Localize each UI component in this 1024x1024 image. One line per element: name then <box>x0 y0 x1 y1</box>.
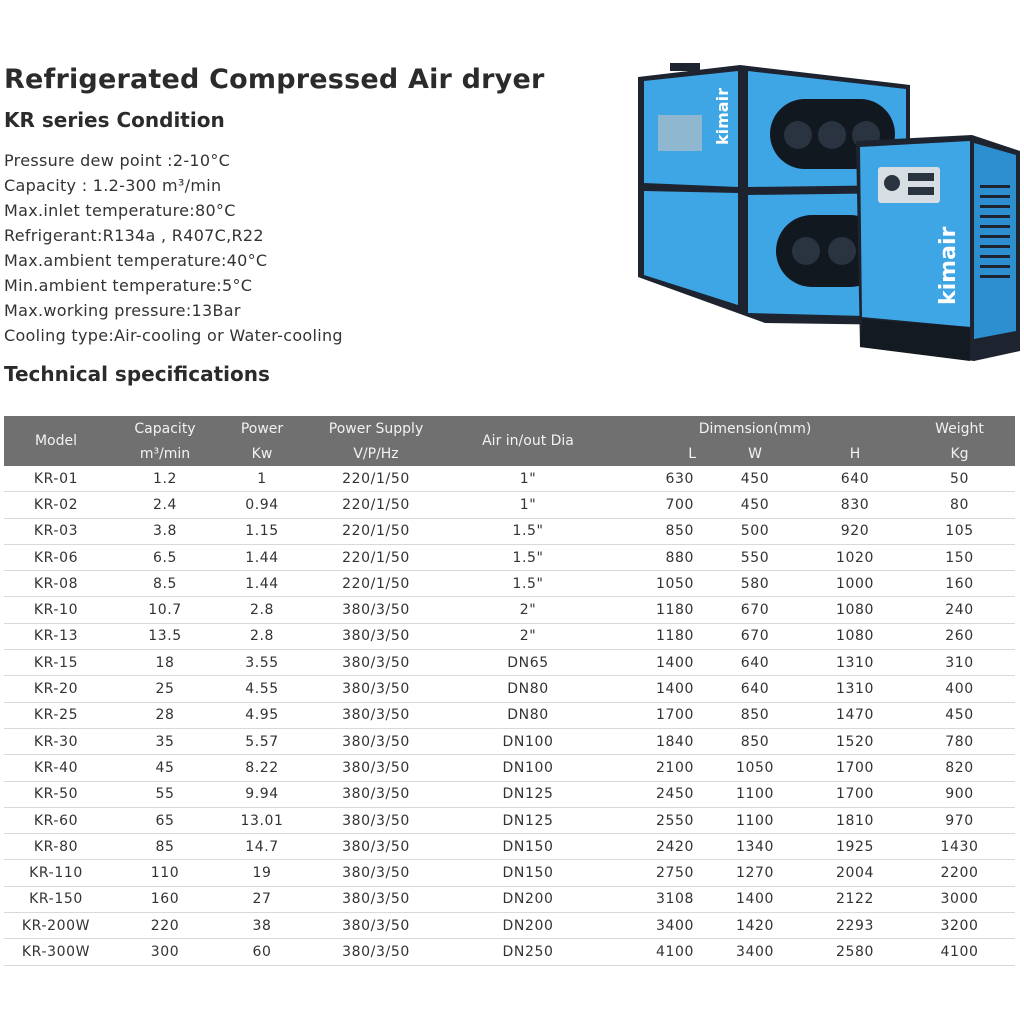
cell-power-supply: 380/3/50 <box>342 786 410 803</box>
condition-pressure: Max.working pressure:13Bar <box>4 301 241 320</box>
cell-capacity: 65 <box>155 812 175 829</box>
cell-air-dia: 2" <box>519 602 537 619</box>
cell-capacity: 3.8 <box>152 523 178 540</box>
condition-min-ambient: Min.ambient temperature:5°C <box>4 276 253 295</box>
cell-model: KR-25 <box>33 707 79 724</box>
cell-power-supply: 380/3/50 <box>342 891 410 908</box>
cell-width: 580 <box>740 575 770 592</box>
cell-power: 9.94 <box>245 786 279 803</box>
cell-width: 1100 <box>735 786 775 803</box>
cell-width: 670 <box>740 628 770 645</box>
cell-capacity: 13.5 <box>148 628 182 645</box>
cell-length: 700 <box>665 496 694 513</box>
cell-weight: 160 <box>945 575 974 592</box>
cell-length: 3108 <box>655 891 694 908</box>
cell-width: 1420 <box>735 917 775 934</box>
cell-height: 2293 <box>836 917 875 934</box>
cell-capacity: 85 <box>155 838 175 855</box>
cell-power: 1.15 <box>245 523 279 540</box>
cell-width: 550 <box>740 549 770 566</box>
cell-weight: 820 <box>945 759 974 776</box>
cell-capacity: 110 <box>150 865 180 882</box>
cell-air-dia: 2" <box>519 628 537 645</box>
cell-power-supply: 380/3/50 <box>342 943 410 960</box>
cell-capacity: 160 <box>150 891 180 908</box>
cell-height: 1310 <box>836 681 875 698</box>
cell-length: 1840 <box>655 733 694 750</box>
cell-air-dia: 1.5" <box>512 549 544 566</box>
cell-width: 1270 <box>735 865 775 882</box>
table-row <box>4 492 1015 518</box>
cell-model: KR-20 <box>33 681 79 698</box>
cell-capacity: 10.7 <box>148 602 182 619</box>
table-row <box>4 781 1015 807</box>
cell-power: 14.7 <box>245 838 279 855</box>
table-row <box>4 676 1015 702</box>
cell-power: 1.44 <box>245 575 279 592</box>
table-row <box>4 755 1015 781</box>
cell-length: 1180 <box>655 628 694 645</box>
cell-air-dia: 1.5" <box>512 575 544 592</box>
cell-height: 2004 <box>836 865 875 882</box>
cell-power-supply: 380/3/50 <box>342 759 410 776</box>
cell-height: 1310 <box>836 654 875 671</box>
svg-text:kimair: kimair <box>936 226 961 305</box>
cell-power-supply: 380/3/50 <box>342 628 410 645</box>
cell-model: KR-10 <box>33 602 79 619</box>
cell-power-supply: 220/1/50 <box>342 523 410 540</box>
col-header-supply-unit: V/P/Hz <box>302 441 450 466</box>
cell-height: 1925 <box>836 838 875 855</box>
col-header-capacity-unit: m³/min <box>108 441 222 466</box>
cell-model: KR-200W <box>21 917 91 934</box>
cell-power: 4.95 <box>245 707 279 724</box>
cell-length: 630 <box>665 470 694 487</box>
cell-height: 1080 <box>836 628 875 645</box>
cell-length: 2450 <box>655 786 694 803</box>
cell-power-supply: 380/3/50 <box>342 733 410 750</box>
cell-width: 670 <box>740 602 770 619</box>
col-header-power: Power <box>222 416 302 441</box>
cell-weight: 240 <box>945 602 974 619</box>
cell-width: 1100 <box>735 812 775 829</box>
cell-power: 5.57 <box>245 733 279 750</box>
cell-length: 2420 <box>655 838 694 855</box>
cell-width: 3400 <box>735 943 775 960</box>
cell-model: KR-13 <box>33 628 79 645</box>
table-row <box>4 623 1015 649</box>
cell-model: KR-30 <box>33 733 79 750</box>
cell-weight: 450 <box>945 707 974 724</box>
cell-power-supply: 220/1/50 <box>342 575 410 592</box>
cell-model: KR-08 <box>33 575 79 592</box>
col-header-w: W <box>704 441 806 466</box>
cell-model: KR-01 <box>33 470 79 487</box>
cell-power: 4.55 <box>245 681 279 698</box>
cell-power: 1 <box>257 470 267 487</box>
col-header-power-unit: Kw <box>222 441 302 466</box>
table-row <box>4 571 1015 597</box>
cell-air-dia: DN80 <box>507 707 549 724</box>
table-row <box>4 728 1015 754</box>
col-header-weight: Weight <box>904 416 1015 441</box>
cell-capacity: 25 <box>155 681 175 698</box>
cell-air-dia: 1" <box>519 496 537 513</box>
cell-power-supply: 380/3/50 <box>342 681 410 698</box>
condition-cooling: Cooling type:Air-cooling or Water-cooling <box>4 326 343 345</box>
table-row <box>4 702 1015 728</box>
cell-air-dia: DN65 <box>507 654 549 671</box>
cell-power-supply: 380/3/50 <box>342 917 410 934</box>
cell-weight: 260 <box>945 628 974 645</box>
cell-width: 850 <box>740 733 770 750</box>
cell-height: 2580 <box>836 943 875 960</box>
cell-weight: 105 <box>945 523 974 540</box>
cell-weight: 2200 <box>940 865 979 882</box>
cell-capacity: 2.4 <box>152 496 178 513</box>
cell-width: 850 <box>740 707 770 724</box>
cell-height: 1520 <box>836 733 875 750</box>
cell-width: 640 <box>740 654 770 671</box>
table-row <box>4 834 1015 860</box>
condition-refrigerant: Refrigerant:R134a , R407C,R22 <box>4 226 264 245</box>
conditions-list <box>4 148 343 348</box>
cell-weight: 400 <box>945 681 974 698</box>
cell-height: 920 <box>840 523 870 540</box>
table-row <box>4 597 1015 623</box>
cell-length: 850 <box>665 523 694 540</box>
cell-length: 1700 <box>655 707 694 724</box>
cell-air-dia: DN125 <box>502 786 554 803</box>
cell-length: 3400 <box>655 917 694 934</box>
col-header-weight-unit: Kg <box>904 441 1015 466</box>
cell-air-dia: DN250 <box>502 943 554 960</box>
cell-width: 450 <box>740 470 770 487</box>
cell-power-supply: 220/1/50 <box>342 549 410 566</box>
cell-power: 19 <box>252 865 272 882</box>
cell-model: KR-03 <box>33 523 79 540</box>
col-header-capacity: Capacity <box>108 416 222 441</box>
cell-height: 830 <box>840 496 870 513</box>
cell-length: 880 <box>665 549 694 566</box>
cell-length: 1400 <box>655 654 694 671</box>
col-header-h: H <box>806 441 904 466</box>
cell-capacity: 300 <box>150 943 180 960</box>
table-row <box>4 466 1015 492</box>
cell-capacity: 6.5 <box>152 549 178 566</box>
cell-height: 1000 <box>836 575 875 592</box>
condition-dew-point: Pressure dew point :2-10°C <box>4 151 231 170</box>
cell-model: KR-40 <box>33 759 79 776</box>
cell-width: 1050 <box>735 759 775 776</box>
cell-weight: 970 <box>945 812 974 829</box>
cell-height: 1810 <box>836 812 875 829</box>
cell-length: 1050 <box>655 575 694 592</box>
cell-height: 1700 <box>836 786 875 803</box>
table-row <box>4 939 1015 965</box>
cell-model: KR-50 <box>33 786 79 803</box>
col-header-l: L <box>606 441 704 466</box>
product-image <box>630 55 1020 375</box>
cell-power-supply: 380/3/50 <box>342 602 410 619</box>
condition-inlet-temp: Max.inlet temperature:80°C <box>4 201 236 220</box>
table-header-row-1 <box>4 416 1015 441</box>
col-header-dimension: Dimension(mm) <box>606 416 904 441</box>
col-header-model: Model <box>4 416 108 466</box>
table-body <box>4 466 1015 965</box>
cell-weight: 780 <box>945 733 974 750</box>
cell-power: 0.94 <box>245 496 279 513</box>
cell-model: KR-15 <box>33 654 79 671</box>
condition-capacity: Capacity : 1.2-300 m³/min <box>4 176 222 195</box>
cell-weight: 80 <box>950 496 970 513</box>
cell-power: 13.01 <box>240 812 284 829</box>
condition-max-ambient: Max.ambient temperature:40°C <box>4 251 268 270</box>
cell-air-dia: DN200 <box>502 917 554 934</box>
cell-air-dia: 1" <box>519 470 537 487</box>
cell-air-dia: DN150 <box>502 865 554 882</box>
cell-weight: 50 <box>950 470 970 487</box>
cell-power-supply: 380/3/50 <box>342 838 410 855</box>
cell-weight: 1430 <box>940 838 979 855</box>
cell-capacity: 220 <box>150 917 180 934</box>
cell-air-dia: DN100 <box>502 759 554 776</box>
cell-length: 1400 <box>655 681 694 698</box>
cell-width: 500 <box>740 523 770 540</box>
cell-power: 8.22 <box>245 759 279 776</box>
series-condition-heading: KR series Condition <box>4 108 225 132</box>
cell-power: 3.55 <box>245 654 279 671</box>
cell-power: 27 <box>252 891 272 908</box>
cell-length: 1180 <box>655 602 694 619</box>
cell-power-supply: 220/1/50 <box>342 470 410 487</box>
cell-length: 4100 <box>655 943 694 960</box>
table-row <box>4 650 1015 676</box>
cell-model: KR-300W <box>21 943 91 960</box>
small-dryer-unit <box>856 135 1020 361</box>
cell-width: 640 <box>740 681 770 698</box>
cell-weight: 310 <box>945 654 974 671</box>
cell-power-supply: 220/1/50 <box>342 496 410 513</box>
cell-power-supply: 380/3/50 <box>342 812 410 829</box>
cell-capacity: 45 <box>155 759 175 776</box>
table-row <box>4 544 1015 570</box>
svg-text:kimair: kimair <box>713 88 732 145</box>
cell-air-dia: DN100 <box>502 733 554 750</box>
table-row <box>4 807 1015 833</box>
page-title: Refrigerated Compressed Air dryer <box>4 64 545 95</box>
cell-power: 1.44 <box>245 549 279 566</box>
cell-weight: 900 <box>945 786 974 803</box>
cell-height: 1470 <box>836 707 875 724</box>
cell-length: 2100 <box>655 759 694 776</box>
technical-specifications-heading: Technical specifications <box>4 362 270 386</box>
cell-model: KR-02 <box>33 496 79 513</box>
technical-specifications-table <box>4 416 1015 966</box>
cell-model: KR-150 <box>29 891 83 908</box>
cell-width: 1340 <box>735 838 775 855</box>
cell-length: 2550 <box>655 812 694 829</box>
cell-capacity: 18 <box>155 654 175 671</box>
cell-air-dia: DN125 <box>502 812 554 829</box>
col-header-air-dia: Air in/out Dia <box>450 416 606 466</box>
col-header-power-supply: Power Supply <box>302 416 450 441</box>
cell-height: 1020 <box>836 549 875 566</box>
cell-width: 450 <box>740 496 770 513</box>
cell-width: 1400 <box>735 891 775 908</box>
cell-capacity: 55 <box>155 786 175 803</box>
cell-power: 60 <box>252 943 272 960</box>
cell-air-dia: DN150 <box>502 838 554 855</box>
cell-power-supply: 380/3/50 <box>342 865 410 882</box>
cell-length: 2750 <box>655 865 694 882</box>
cell-model: KR-60 <box>33 812 79 829</box>
cell-power: 38 <box>252 917 272 934</box>
cell-weight: 3200 <box>940 917 979 934</box>
cell-air-dia: 1.5" <box>512 523 544 540</box>
cell-height: 1080 <box>836 602 875 619</box>
cell-power: 2.8 <box>249 628 275 645</box>
table-row <box>4 518 1015 544</box>
cell-weight: 4100 <box>940 943 979 960</box>
cell-height: 640 <box>840 470 870 487</box>
cell-model: KR-06 <box>33 549 79 566</box>
table-row <box>4 886 1015 912</box>
cell-height: 2122 <box>836 891 875 908</box>
cell-height: 1700 <box>836 759 875 776</box>
cell-power-supply: 380/3/50 <box>342 707 410 724</box>
cell-weight: 150 <box>945 549 974 566</box>
cell-model: KR-80 <box>33 838 79 855</box>
cell-capacity: 8.5 <box>152 575 178 592</box>
cell-capacity: 35 <box>155 733 175 750</box>
cell-weight: 3000 <box>940 891 979 908</box>
cell-power-supply: 380/3/50 <box>342 654 410 671</box>
cell-capacity: 28 <box>155 707 175 724</box>
cell-power: 2.8 <box>249 602 275 619</box>
cell-air-dia: DN200 <box>502 891 554 908</box>
table-row <box>4 860 1015 886</box>
cell-air-dia: DN80 <box>507 681 549 698</box>
table-row <box>4 913 1015 939</box>
cell-capacity: 1.2 <box>152 470 178 487</box>
cell-model: KR-110 <box>29 865 83 882</box>
